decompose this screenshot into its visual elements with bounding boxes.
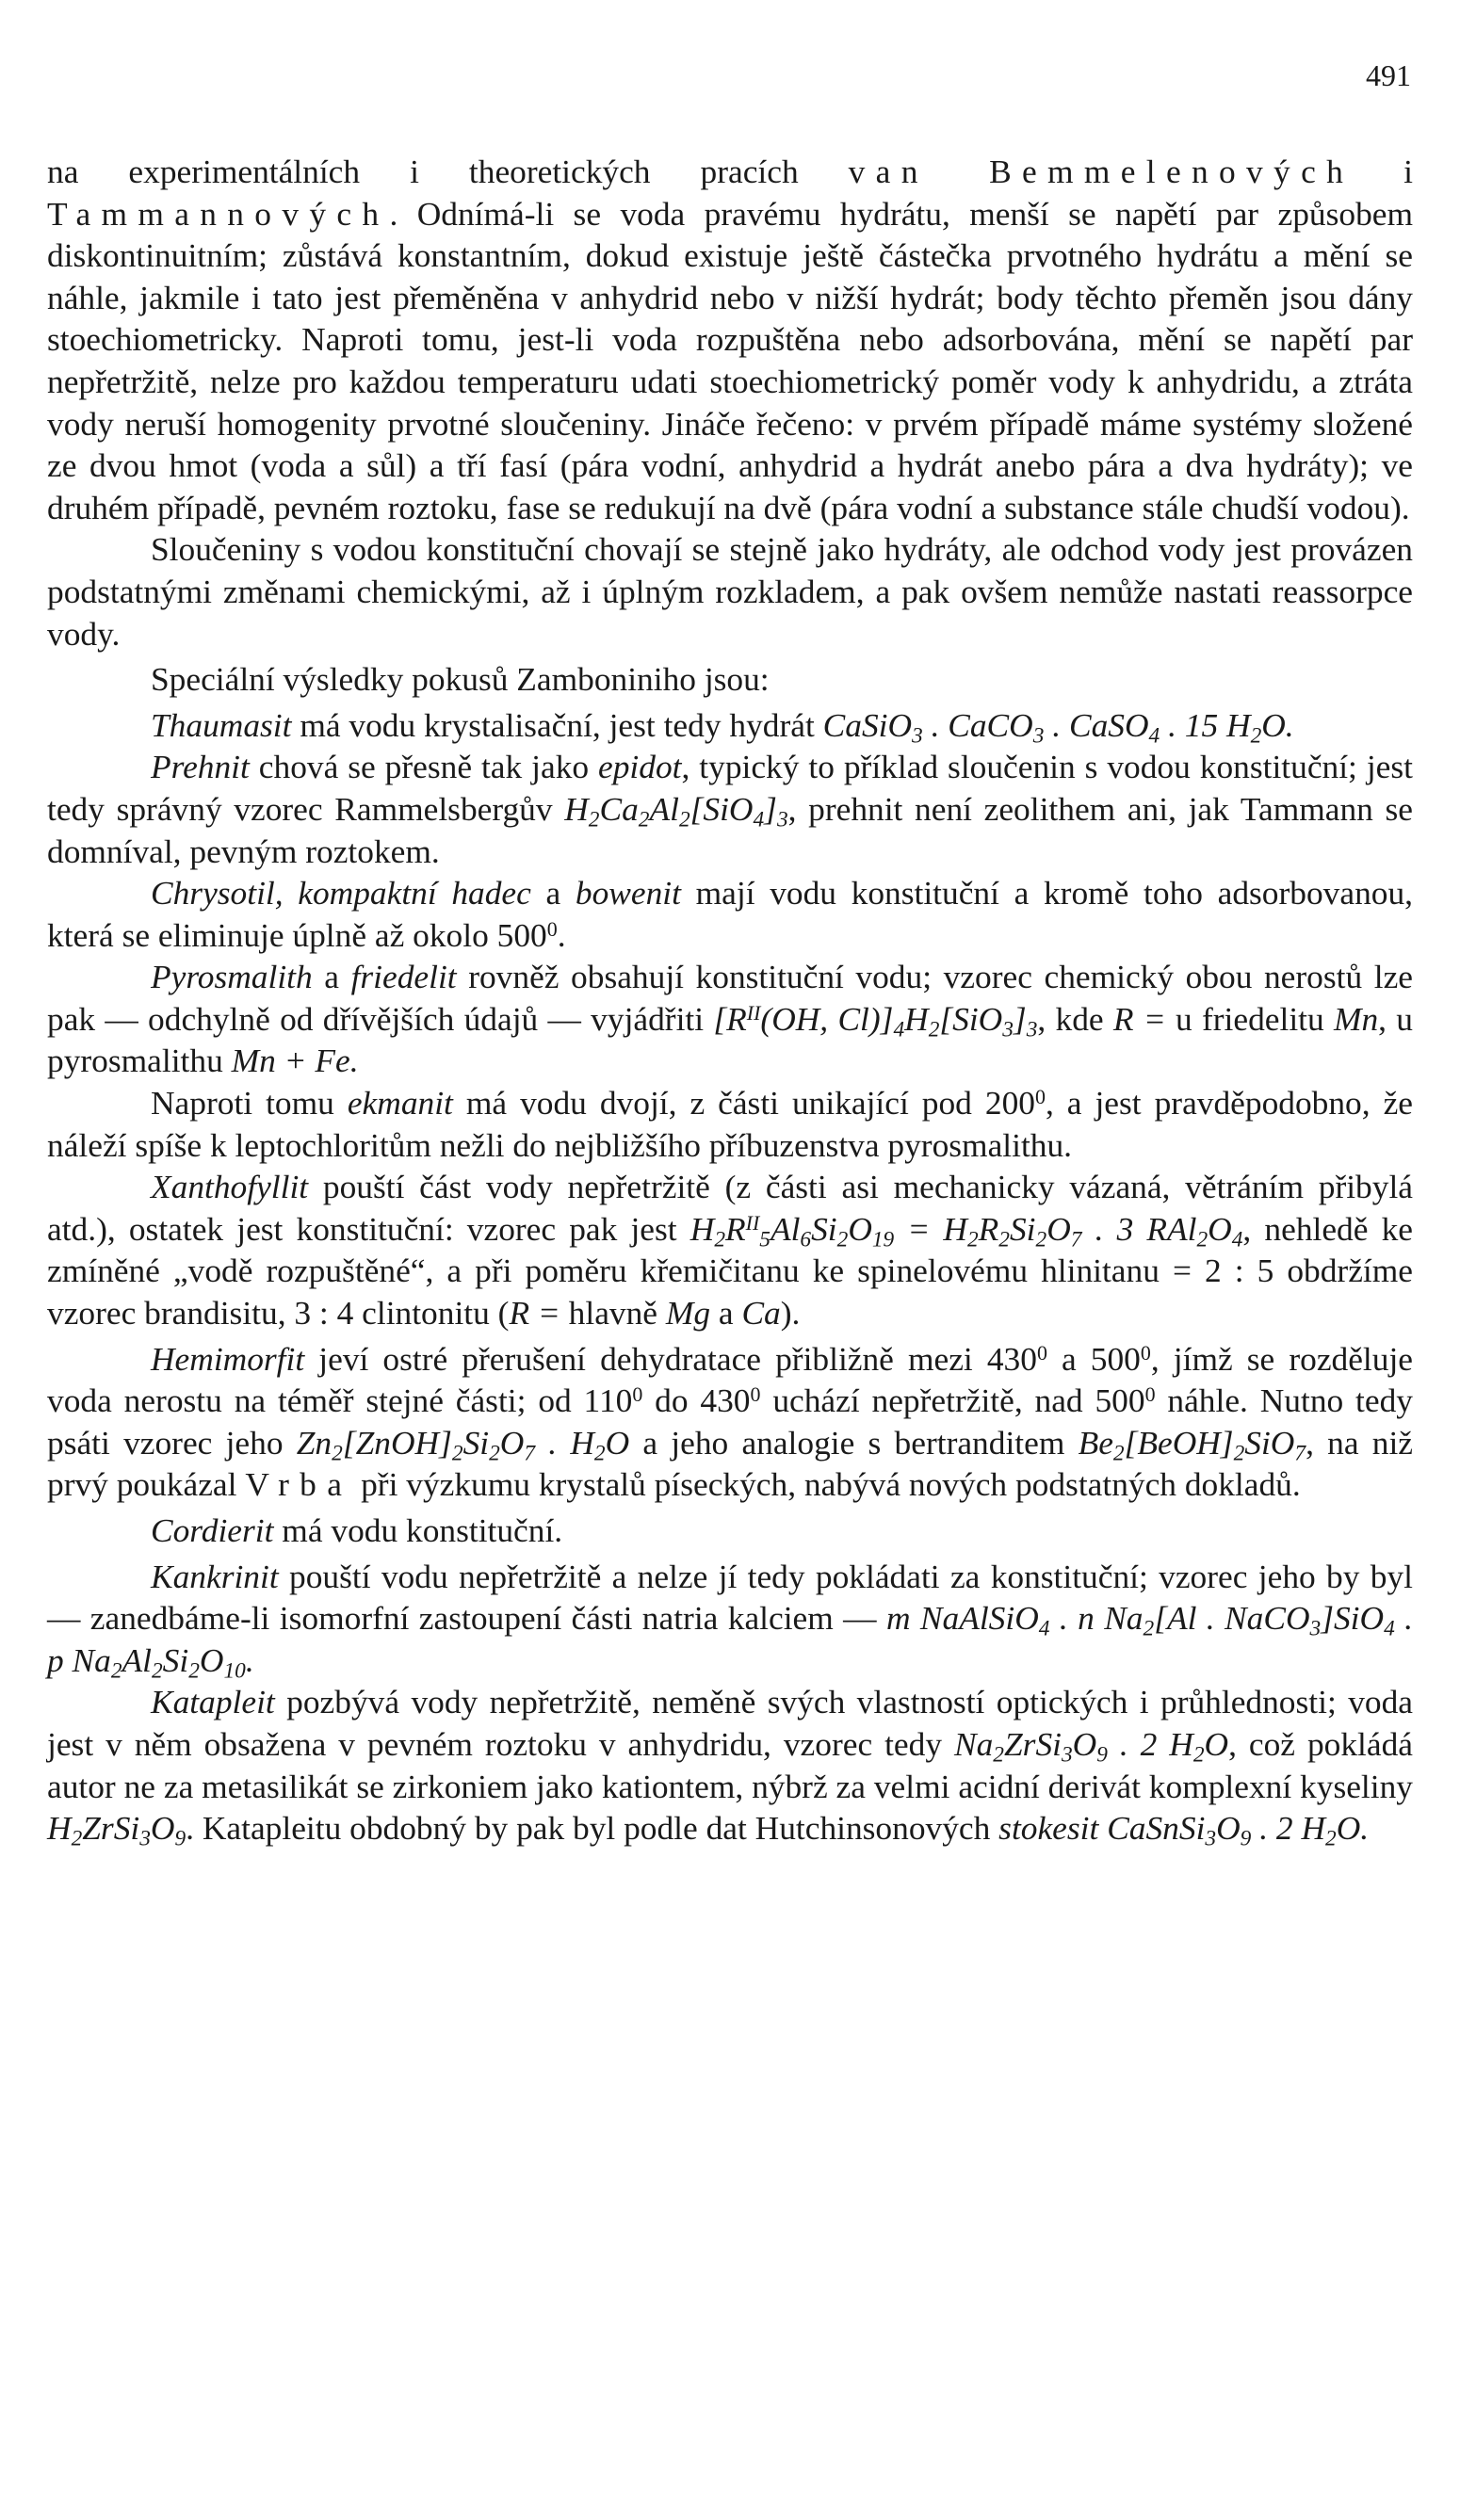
text-run: uchází nepřetržitě, nad 500 xyxy=(760,1381,1145,1420)
text-run: , prehnit není zeolithem ani, jak Tammann se domníval, pevným roztokem. xyxy=(47,789,1413,870)
text-run: na experimentálních i theoretických pracích xyxy=(47,153,849,190)
text-run: při výzkumu krystalů píseckých, nabývá nových podstatných dokladů. xyxy=(352,1465,1301,1504)
text-run: a 500 xyxy=(1046,1339,1141,1378)
text-run: a jeho analogie s bertranditem xyxy=(629,1423,1079,1462)
text-run: u friedelitu xyxy=(1165,999,1334,1038)
mineral-name: Cordierit xyxy=(151,1511,274,1549)
formula-symbol: Ca xyxy=(741,1294,781,1333)
text-run: jeví ostré přerušení dehydratace přibližně mezi 430 xyxy=(304,1339,1037,1378)
text-run xyxy=(1098,1809,1107,1847)
paragraph-hydrates xyxy=(47,151,1413,528)
author-name: van Bemmelenových xyxy=(848,153,1355,190)
text-run: , kde xyxy=(1037,999,1113,1038)
formula-thaumasit: CaSiO$_3$ . CaCO$_3$ . CaSO$_4$ . 15 $H_2O$. xyxy=(822,705,1294,749)
text-run: do 430 xyxy=(642,1381,751,1420)
mineral-name: Thaumasit xyxy=(151,705,292,744)
paragraph-ekmanit xyxy=(47,1082,1413,1166)
text-run: . Odnímá-li se voda pravému hydrátu, menší se napětí par způsobem diskontinuitním; zůstává konstantním, dokud existuje ještě částečka prvotného hydrátu a mění se náhle, jakmile i tato jest přeměněna v anhydrid nebo v nižší hydrát; body těchto přeměn jsou dány stoechiometricky. Naproti tomu, jest-li voda rozpuštěna nebo adsorbována, mění se napětí par nepřetržitě, nelze pro každou temperaturu udati stoechiometrický poměr vody k anhydridu, a ztráta vody neruší homogenity prvotné sloučeniny. Jináče řečeno: v prvém případě máme systémy složené ze dvou hmot (voda a sůl) a tří fasí (pára vodní, anhydrid a hydrát anebo pára a dva hydráty); ve druhém případě, pevném roztoku, fase se redukují na dvě (pára vodní a substance stále chudší vodou). xyxy=(47,194,1413,526)
text-run: , typický to příklad sloučenin s vodou konstituční; jest tedy správný vzorec Rammelsbergův xyxy=(47,748,1413,828)
paragraph-katapleit xyxy=(47,1681,1413,1849)
formula-acid: $H_2ZrSi_3O_9$ xyxy=(47,1809,187,1851)
degree-sign: 0 xyxy=(1034,1085,1046,1109)
text-run: náhle. Nutno tedy psáti vzorec jeho xyxy=(47,1381,1413,1462)
mineral-name: Pyrosmalith xyxy=(151,958,313,996)
author-name: Vrba xyxy=(245,1465,353,1504)
formula-stokesit: $CaSnSi_3O_9$ . 2 $H_2O$. xyxy=(1107,1809,1370,1851)
page-body xyxy=(47,151,1413,1850)
mineral-name: Hemimorfit xyxy=(151,1339,305,1378)
text-run: pozbývá vody nepřetržitě, neměně svých vlastností optických i průhlednosti; voda jest v něm obsažena v pevném roztoku v anhydridu, vzorec tedy xyxy=(47,1683,1413,1763)
page-number: 491 xyxy=(1366,58,1411,92)
text-run: má vodu dvojí, z části unikající pod 200 xyxy=(452,1084,1035,1123)
paragraph-results-intro: Speciální výsledky pokusů Zamboniniho jsou: xyxy=(151,660,770,699)
mineral-name: Xanthofyllit xyxy=(151,1168,309,1206)
paragraph-prehnit xyxy=(47,746,1413,872)
formula-kankrinit: m NaAlSiO$_4$ . n $Na_2[Al$ . NaCO$_3$]SiO$_4$ . p $Na_2Al_2Si_2O_{10}$. xyxy=(47,1599,1414,1684)
formula-bertrandit: $Be_2[BeOH]_2SiO_7$ xyxy=(1078,1423,1306,1466)
formula-symbol: R = xyxy=(509,1294,560,1333)
degree-sign: 0 xyxy=(1036,1340,1047,1365)
degree-sign: 0 xyxy=(1140,1340,1151,1365)
text-run: rovněž obsahují konstituční vodu; vzorec chemický obou nerostů lze pak — odchylně od dřívějších údajů — vyjádřiti xyxy=(47,958,1413,1038)
author-name: Tammannových xyxy=(47,194,390,233)
formula-hemimorfit: $Zn_2[ZnOH]_2Si_2O_7$ . $H_2O$ xyxy=(296,1423,630,1466)
paragraph-xanthofyllit: Xanthofyllit pouští část vody nepřetržitě (z části asi mechanicky vázaná, větráním přibylá atd.), ostatek jest konstituční: vzorec pak jest $H_2R^{II}_5Al_6Si_2O_{19} = H_2R_2Si_2O_7$ . 3 $RAl_2O_4$, nehledě ke zmíněné „vodě rozpuštěné“, a při poměru křemičitanu ke spinelovému hlinitanu = 2 : 5 obdržíme vzorec brandisitu, 3 : 4 clintonitu (R = hlavně Mg a Ca). xyxy=(47,1168,1413,1333)
formula-rammelsberg: $H_2Ca_2Al_2[SiO_4]_3$ xyxy=(564,789,788,832)
text-run: a xyxy=(530,874,576,913)
formula-katapleit: $Na_2ZrSi_3O_9$ . 2 $H_2O$ xyxy=(953,1724,1229,1768)
degree-sign: 0 xyxy=(546,916,558,941)
text-run: i xyxy=(1354,153,1413,190)
formula-symbol: R = xyxy=(1112,999,1166,1038)
paragraph-cordierit xyxy=(47,1510,1413,1552)
formula-symbol: Mn + Fe. xyxy=(231,1042,359,1080)
mineral-name: epidot xyxy=(598,748,682,786)
degree-sign: 0 xyxy=(750,1382,761,1407)
text-run: mají vodu konstituční a kromě toho adsorbovanou, která se eliminuje úplně až okolo 500 xyxy=(47,874,1414,954)
text-run: chová se přesně tak jako xyxy=(249,748,599,786)
degree-sign: 0 xyxy=(632,1382,643,1407)
text-run: , a jest pravděpodobno, že náleží spíše k leptochloritům nežli do nejbližšího příbuzenstva pyrosmalithu. xyxy=(47,1084,1414,1164)
mineral-name: Kankrinit xyxy=(151,1557,279,1595)
mineral-name: ekmanit xyxy=(347,1084,453,1123)
text-run: , jímž se rozděluje voda nerostu na téměř stejné části; od 110 xyxy=(47,1339,1413,1420)
text-run: Naproti tomu xyxy=(151,1084,348,1123)
formula-xanthofyllit: $H_2R^{II}_5Al_6Si_2O_{19} = H_2R_2Si_2O_7$ . 3 $RAl_2O_4$ xyxy=(689,1209,1243,1252)
formula-symbol: Mg xyxy=(665,1294,711,1333)
formula-symbol: Mn xyxy=(1333,999,1379,1038)
text-run: má vodu konstituční. xyxy=(273,1511,563,1549)
mineral-name: Chrysotil, kompaktní hadec xyxy=(151,874,531,913)
text-run: , u pyrosmalithu xyxy=(47,999,1413,1080)
paragraph-kankrinit xyxy=(47,1556,1413,1682)
text-run: . Katapleitu obdobný by pak byl podle dat Hutchinsonových xyxy=(186,1809,999,1848)
text-run: a xyxy=(312,958,351,996)
text-run: a xyxy=(710,1294,742,1333)
text-run: má vodu krystalisační, jest tedy hydrát xyxy=(291,705,823,744)
mineral-name: bowenit xyxy=(575,874,681,913)
mineral-name: Prehnit xyxy=(151,748,250,786)
text-run: , na niž prvý poukázal xyxy=(47,1423,1413,1504)
paragraph-pyrosmalith xyxy=(47,956,1413,1082)
text-run: pouští vodu nepřetržitě a nelze jí tedy pokládati za konstituční; vzorec jeho by byl — zanedbáme-li isomorfní zastoupení části natria kalciem — xyxy=(47,1557,1413,1638)
formula-pyrosmalith: [$R^{II}(OH$, $Cl)]_4H_2[SiO_3]_3$ xyxy=(713,999,1038,1042)
text-run: hlavně xyxy=(560,1294,666,1333)
paragraph-constitutional-water: Sloučeniny s vodou konstituční chovají se stejně jako hydráty, ale odchod vody jest provázen podstatnými změnami chemickými, až i úplným rozkladem, a pak ovšem nemůže nastati reassorpce vody. xyxy=(47,530,1413,653)
degree-sign: 0 xyxy=(1144,1382,1156,1407)
paragraph-chrysotil: Chrysotil, kompaktní hadec a bowenit mají vodu konstituční a kromě toho adsorbovanou, která se eliminuje úplně až okolo $500^0$. xyxy=(47,874,1414,954)
mineral-name: stokesit xyxy=(998,1809,1099,1848)
text-run: , nehledě ke zmíněné „vodě rozpuštěné“, a při poměru křemičitanu ke spinelovému hlinitanu = 2 : 5 obdržíme vzorec brandisitu, 3 : 4 clintonitu ( xyxy=(47,1209,1413,1333)
mineral-name: Katapleit xyxy=(151,1683,275,1721)
text-run: , což pokládá autor ne za metasilikát se zirkoniem jako kationtem, nýbrž za velmi acidní derivát komplexní kyseliny xyxy=(47,1724,1413,1805)
paragraph-hemimorfit xyxy=(47,1338,1413,1506)
mineral-name: friedelit xyxy=(350,958,457,996)
text-run: pouští část vody nepřetržitě (z části asi mechanicky vázaná, větráním přibylá atd.), ostatek jest konstituční: vzorec pak jest xyxy=(47,1168,1413,1248)
paragraph-thaumasit xyxy=(47,704,1413,747)
